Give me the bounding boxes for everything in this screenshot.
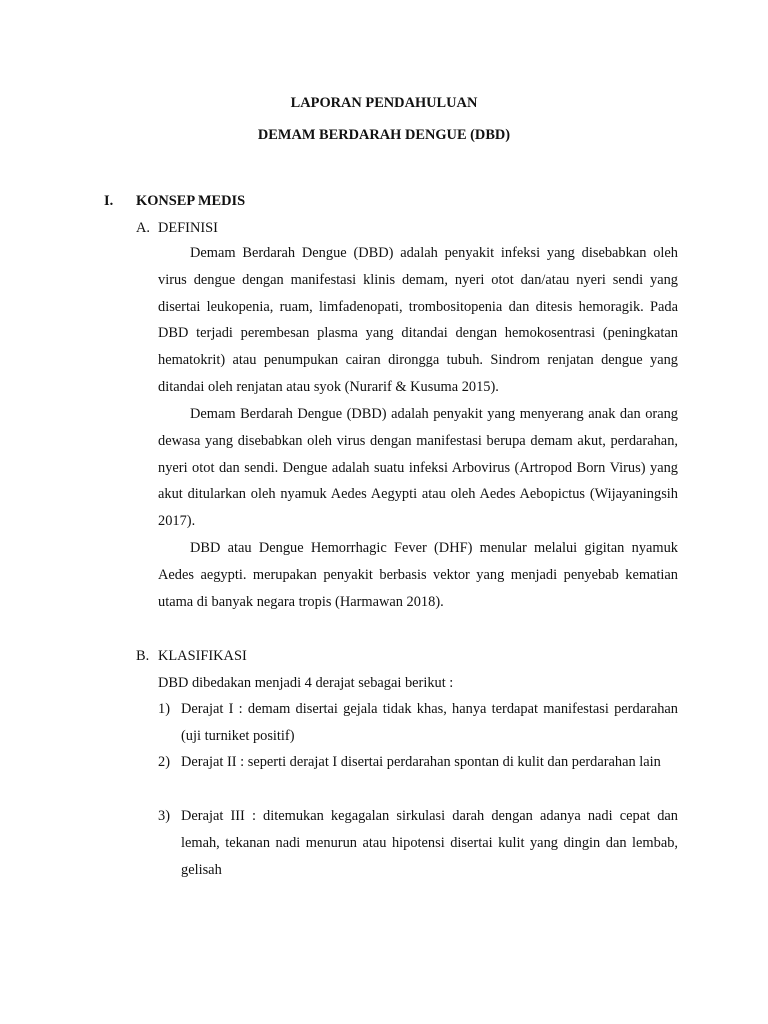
document-subtitle: DEMAM BERDARAH DENGUE (DBD) bbox=[257, 127, 511, 143]
subsection-b-title: KLASIFIKASI bbox=[158, 648, 247, 664]
definition-paragraph-1: Demam Berdarah Dengue (DBD) adalah penyakit infeksi yang disebabkan oleh virus dengue dengan manifestasi klinis demam, nyeri otot dan/atau nyeri sendi yang disertai leukopenia, ruam, limfadenopati, trombositopenia dan ditesis hemoragik. Pada DBD terjadi perembesan plasma yang ditandai dengan hemokosentrasi (peningkatan hematokrit) atau penumpukan cairan dirongga tubuh. Sindrom renjatan dengue yang ditandai oleh renjatan atau syok (Nurarif & Kusuma 2015). bbox=[158, 245, 678, 395]
subsection-b-letter: B. bbox=[136, 648, 150, 664]
definition-paragraph-3: DBD atau Dengue Hemorrhagic Fever (DHF) menular melalui gigitan nyamuk Aedes aegypti. merupakan penyakit berbasis vektor yang menjadi penyebab kematian utama di banyak negara tropis (Harmawan 2018). bbox=[158, 540, 678, 610]
section-number: I. bbox=[104, 193, 114, 209]
document-title: LAPORAN PENDAHULUAN bbox=[290, 95, 478, 111]
list-item-number: 2) bbox=[158, 754, 170, 770]
definition-paragraph-2: Demam Berdarah Dengue (DBD) adalah penyakit yang menyerang anak dan orang dewasa yang disebabkan oleh virus dengan manifestasi berupa demam akut, perdarahan, nyeri otot dan sendi. Dengue adalah suatu infeksi Arbovirus (Artropod Born Virus) yang akut ditularkan oleh nyamuk Aedes Aegypti atau oleh Aedes Aebopictus (Wijayaningsih 2017). bbox=[158, 406, 678, 530]
list-item: Derajat III : ditemukan kegagalan sirkulasi darah dengan adanya nadi cepat dan lemah, tekanan nadi menurun atau hipotensi disertai kulit yang dingin dan lembab, gelisah bbox=[181, 808, 678, 878]
list-item-number: 1) bbox=[158, 701, 170, 717]
classification-intro: DBD dibedakan menjadi 4 derajat sebagai berikut : bbox=[158, 675, 454, 691]
list-item: Derajat II : seperti derajat I disertai perdarahan spontan di kulit dan perdarahan lain bbox=[181, 754, 661, 770]
subsection-a-letter: A. bbox=[136, 220, 150, 236]
list-item: Derajat I : demam disertai gejala tidak khas, hanya terdapat manifestasi perdarahan (uji turniket positif) bbox=[181, 701, 678, 744]
section-title: KONSEP MEDIS bbox=[136, 193, 246, 209]
list-item-number: 3) bbox=[158, 808, 170, 824]
subsection-a-title: DEFINISI bbox=[158, 220, 218, 236]
